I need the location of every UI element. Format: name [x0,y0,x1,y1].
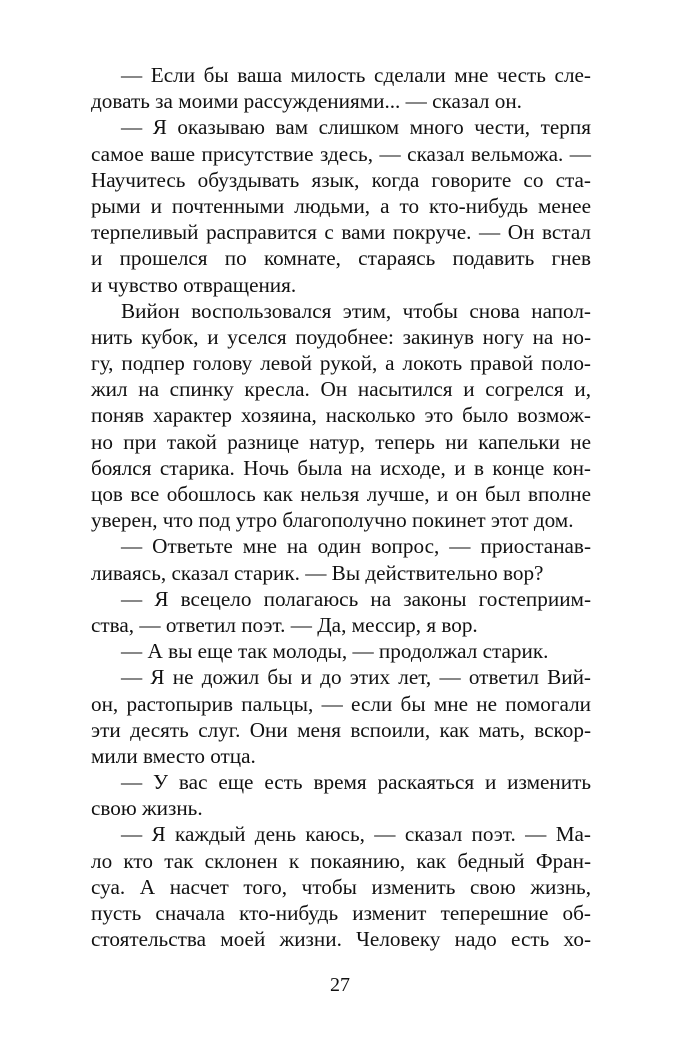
text-line: терпеливый расправится с вами покруче. — Он встал [91,220,591,245]
text-line: — Я не дожил бы и до этих лет, — ответил Вий- [121,665,591,690]
body-text [91,62,591,952]
text-line: поняв характер хозяина, насколько это было возмож- [91,403,591,428]
text-line: — Я всецело полагаюсь на законы гостеприим- [121,586,591,611]
text-line: и чувство отвращения. [91,272,297,297]
page-number: 27 [330,974,350,996]
text-line: мили вместо отца. [91,743,256,768]
text-line: гу, подпер голову левой рукой, а локоть правой поло- [91,351,591,376]
text-line: Вийон воспользовался этим, чтобы снова напол- [121,298,591,323]
text-line: ливаясь, сказал старик. — Вы действительно вор? [91,560,544,585]
text-line: стоятельства моей жизни. Человеку надо есть хо- [91,927,591,952]
text-line: он, растопырив пальцы, — если бы мне не помогали [91,691,591,716]
text-line: ло кто так склонен к покаянию, как бедный Фран- [91,848,591,873]
text-line: — Если бы ваша милость сделали мне честь сле- [121,63,591,87]
text-line: суа. А насчет того, чтобы изменить свою жизнь, [91,874,591,899]
text-line: боялся старика. Ночь была на исходе, и в конце кон- [91,455,591,480]
text-line: ства, — ответил поэт. — Да, мессир, я вор. [91,612,478,637]
text-line: — А вы еще так молоды, — продолжал старик. [121,639,549,664]
text-line: и прошелся по комнате, стараясь подавить гнев [91,246,591,271]
text-line: рыми и почтенными людьми, а то кто-нибудь менее [91,193,591,218]
text-line: — Ответьте мне на один вопрос, — приостанав- [121,534,591,559]
text-line: Научитесь обуздывать язык, когда говорите со ста- [91,167,591,192]
text-line: нить кубок, и уселся поудобнее: закинув ногу на но- [91,324,591,349]
text-line: уверен, что под утро благополучно покинет этот дом. [91,508,574,533]
text-line: самое ваше присутствие здесь, — сказал вельможа. — [91,141,591,166]
text-line: свою жизнь. [91,796,203,821]
text-line: эти десять слуг. Они меня вспоили, как мать, вскор- [91,717,591,742]
text-line: довать за моими рассуждениями... — сказал он. [91,89,522,114]
text-line: пусть сначала кто-нибудь изменит теперешние об- [91,901,591,925]
text-line: — Я каждый день каюсь, — сказал поэт. — Ма- [121,822,591,847]
text-line: цов все обошлось как нельзя лучше, и он был вполне [91,482,591,506]
text-line: — У вас еще есть время раскаяться и изменить [121,770,591,795]
text-line: — Я оказываю вам слишком много чести, терпя [121,115,591,140]
text-line: но при такой разнице натур, теперь ни капельки не [91,429,591,454]
text-line: жил на спинку кресла. Он насытился и согрелся и, [91,377,591,402]
